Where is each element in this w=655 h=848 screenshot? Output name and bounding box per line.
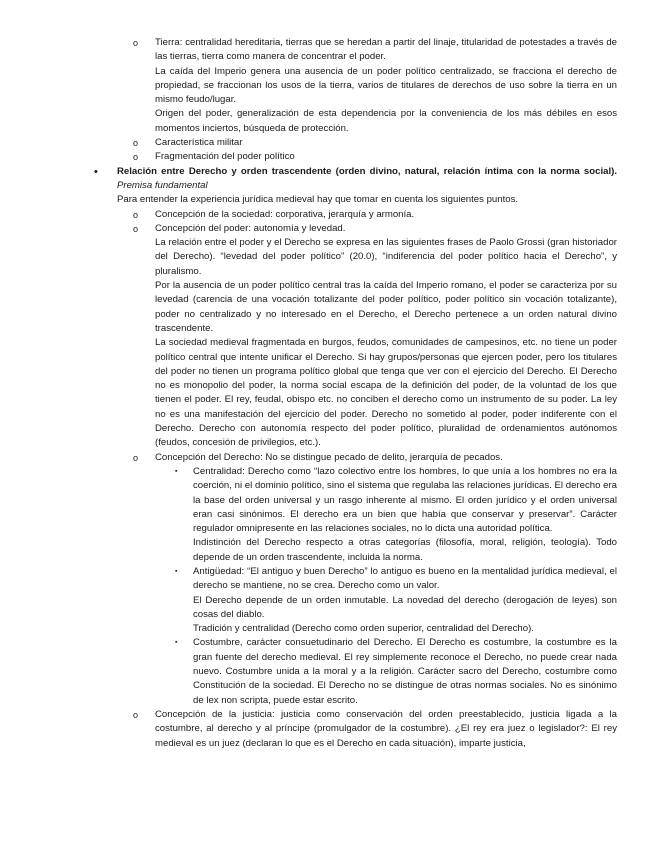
circle-bullet-icon: o (133, 223, 139, 234)
paragraph: La sociedad medieval fragmentada en burgos, feudos, comunidades de campesinos, etc. no tiene un poder político central que intente unificar el Derecho. Si hay grupos/personas que ejercen poder, pero los titulares del poder no tienen un programa político global que tenga que ver con el ejercicio del Derecho. El Derecho no es monopolio del poder, la norma social escapa de la definición del poder, de la voluntad de los que tienen el poder. El rey, feudal, obispo etc. no conciben el derecho como un instrumento de su poder. La ley no es una manifestación del ejercicio del poder. Derecho no sometido al poder, poder indiferente con el Derecho. Derecho con autonomía respecto del poder político, pluralidad de ordenamientos autónomos (feudos, concesión de privilegios, etc.). (155, 337, 617, 449)
paragraph: Indistinción del Derecho respecto a otras categorías (filosofía, moral, religión, teología). Todo depende de un orden trascendente, incluida la norma. (193, 537, 617, 563)
paragraph: Concepción del poder: autonomía y levedad. (155, 222, 346, 234)
paragraph: Característica militar (155, 137, 243, 149)
sublist-item-costumbre (0, 636, 655, 707)
list-item-tierra (0, 36, 655, 136)
paragraph: Fragmentación del poder político (155, 151, 295, 163)
intro-paragraph (0, 193, 655, 207)
circle-bullet-icon: o (133, 452, 139, 463)
paragraph: Concepción de la sociedad: corporativa, jerarquía y armonía. (155, 208, 415, 220)
square-bullet-icon: ▪ (175, 467, 178, 475)
list-item-poder (0, 222, 655, 451)
paragraph: Antigüedad: “El antiguo y buen Derecho” lo antiguo es bueno en la mentalidad jurídica medieval, el derecho se mantiene, no se crea. Derecho como un valor. (193, 565, 617, 592)
paragraph: Centralidad: Derecho como “lazo colectivo entre los hombres, lo que unía a los hombres no era la coerción, ni el dominio político, sino el sistema que regulaba las relaciones jurídicas. El derecho era la base del orden universal y un rasgo inherente al mismo. El orden jurídico y el orden universal eran casi sinónimos. El derecho era un bien que había que conservar y preservar”. Carácter regulador omnipresente en las relaciones sociales, no lo dicta una autoridad política. (193, 465, 617, 535)
paragraph: El Derecho depende de un orden inmutable. La novedad del derecho (derogación de leyes) son cosas del diablo. (193, 594, 617, 620)
sublist-item-antiguedad (0, 565, 655, 636)
document-page (0, 36, 655, 751)
list-item-fragmentacion (0, 150, 655, 164)
paragraph: Tierra: centralidad hereditaria, tierras que se heredan a partir del linaje, titularidad de potestades a través de las tierras, tierra como manera de concentrar el poder. (155, 37, 617, 63)
paragraph: La relación entre el poder y el Derecho se expresa en las siguientes frases de Paolo Grossi (gran historiador del Derecho). “levedad del poder político” (20.0), “indiferencia del poder político hacia el Derecho”, y pluralismo. (155, 237, 617, 277)
square-bullet-icon: ▪ (175, 639, 178, 647)
paragraph: Tradición y centralidad (Derecho como orden superior, centralidad del Derecho). (193, 623, 534, 635)
paragraph: Costumbre, carácter consuetudinario del Derecho. El Derecho es costumbre, la costumbre es la gran fuente del derecho medieval. El rey simplemente reconoce el Derecho, no puede crear nada nuevo. Costumbre unida a la moral y a la religión. Carácter sacro del Derecho, costumbre como Constitución de la sociedad. El Derecho no se distingue de otras normas sociales. No es sinónimo de lex non scripta, puede estar escrito. (193, 637, 617, 706)
paragraph: Origen del poder, generalización de esta dependencia por la conveniencia de los más débiles en esos momentos inciertos, búsqueda de protección. (155, 108, 617, 134)
paragraph: Concepción de la justicia: justicia como conservación del orden preestablecido, justicia ligada a la costumbre, al derecho y al príncipe (promulgador de la costumbre). ¿El rey era juez o legislador?: El rey medieval es un juez (declaran lo que es el Derecho en cada situación), imparte justicia, (155, 708, 617, 749)
list-item-militar (0, 136, 655, 150)
circle-bullet-icon: o (133, 209, 139, 220)
list-item-sociedad (0, 208, 655, 222)
circle-bullet-icon: o (133, 38, 139, 48)
circle-bullet-icon: o (133, 152, 139, 163)
list-item-derecho (0, 451, 655, 465)
paragraph: Por la ausencia de un poder político central tras la caída del Imperio romano, el poder se caracteriza por su levedad (carencia de una vocación totalizante del poder político, poder político sin vocación totalizante), poder no centralizado y no interesado en el Derecho, el Derecho pertenece a un orden natural divino trascendente. (155, 280, 617, 334)
section-heading: Relación entre Derecho y orden trascendente (orden divino, natural, relación íntima con la norma social). Premisa fundamental (117, 165, 617, 191)
circle-bullet-icon: o (133, 709, 139, 720)
list-item-relacion (0, 165, 655, 194)
list-item-justicia (0, 708, 655, 751)
paragraph: Para entender la experiencia jurídica medieval hay que tomar en cuenta los siguientes puntos. (117, 194, 519, 206)
square-bullet-icon: ▪ (175, 567, 178, 575)
sublist-item-centralidad (0, 465, 655, 565)
paragraph: Concepción del Derecho: No se distingue pecado de delito, jerarquía de pecados. (155, 451, 503, 463)
paragraph: La caída del Imperio genera una ausencia de un poder político centralizado, se fracciona el derecho de propiedad, se fraccionan los usos de la tierra, varios de titulares de derechos de uso sobre la tierra en un mismo feudo/lugar. (155, 65, 617, 106)
circle-bullet-icon: o (133, 138, 139, 149)
bullet-icon: • (94, 165, 98, 178)
